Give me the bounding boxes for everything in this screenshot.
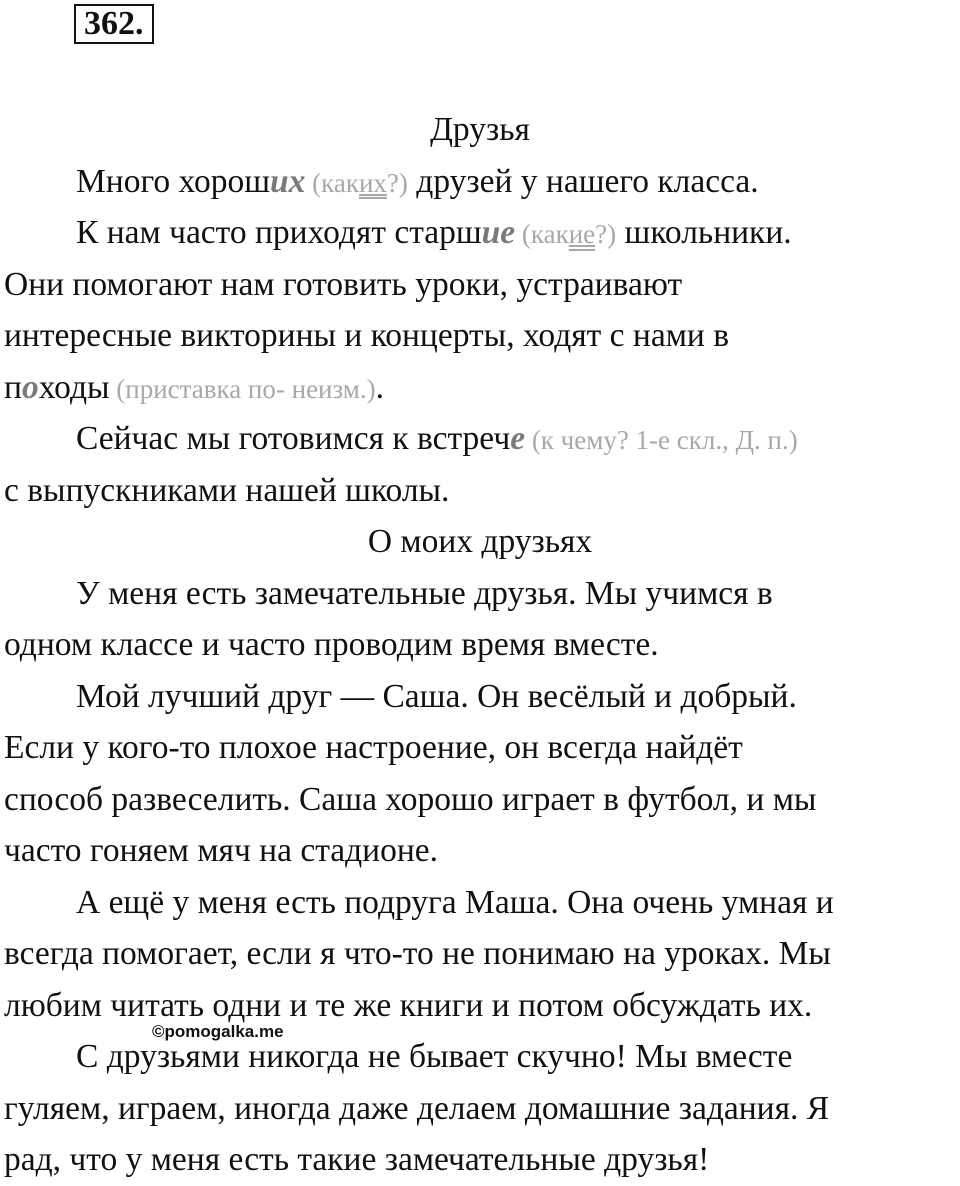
text-title-2: О моих друзьях bbox=[367, 523, 593, 560]
grammar-note: (какие?) bbox=[515, 219, 617, 249]
text-line: любим читать одни и те же книги и потом обсуждать их. bbox=[4, 986, 813, 1024]
text-line: гуляем, играем, иногда даже делаем домашние задания. Я bbox=[4, 1089, 830, 1127]
highlighted-letter: о bbox=[21, 368, 39, 406]
text-line: рад, что у меня есть такие замечательные друзья! bbox=[4, 1141, 710, 1178]
exercise-number-box bbox=[74, 4, 154, 44]
grammar-note: (приставка по- неизм.) bbox=[109, 373, 376, 404]
text-line: А ещё у меня есть подруга Маша. Она очень умная и bbox=[76, 883, 834, 921]
text-line: У меня есть замечательные друзья. Мы учимся в bbox=[76, 574, 773, 612]
text-title-1: Друзья bbox=[430, 111, 530, 148]
text-line: способ развеселить. Саша хорошо играет в футбол, и мы bbox=[4, 780, 817, 818]
highlighted-ending: ие bbox=[481, 214, 516, 251]
text-line: Они помогают нам готовить уроки, устраивают bbox=[4, 265, 683, 303]
text-line: походы (приставка по- неизм.). bbox=[4, 368, 384, 406]
text-line: часто гоняем мяч на стадионе. bbox=[4, 832, 439, 869]
text-line: Много хороших (каких?) друзей у нашего класса. bbox=[76, 162, 759, 200]
text-line: одном классе и часто проводим время вместе. bbox=[4, 626, 659, 663]
text-line: Если у кого-то плохое настроение, он всегда найдёт bbox=[4, 729, 743, 766]
text-line: Мой лучший друг — Саша. Он весёлый и добрый. bbox=[76, 677, 797, 715]
grammar-note: (каких?) bbox=[305, 167, 408, 198]
grammar-note: (к чему? 1-е скл., Д. п.) bbox=[525, 425, 798, 455]
underlined-ending: ие bbox=[568, 219, 596, 249]
text-line: К нам часто приходят старшие (какие?) школьники. bbox=[76, 214, 792, 251]
exercise-text bbox=[4, 104, 956, 1186]
underlined-ending: их bbox=[358, 167, 387, 198]
text-line: Сейчас мы готовимся к встрече (к чему? 1-е скл., Д. п.) bbox=[76, 420, 798, 457]
exercise-number: 362. bbox=[84, 5, 144, 42]
text-line: С друзьями никогда не бывает скучно! Мы вместе bbox=[76, 1038, 793, 1075]
text-line: с выпускниками нашей школы. bbox=[4, 471, 450, 509]
highlighted-ending: их bbox=[270, 162, 306, 200]
watermark: ©pomogalka.me bbox=[152, 1022, 284, 1041]
highlighted-ending: е bbox=[510, 420, 526, 457]
text-line: интересные викторины и концерты, ходят с нами в bbox=[4, 317, 730, 354]
text-line: всегда помогает, если я что-то не понимаю на уроках. Мы bbox=[4, 935, 831, 972]
